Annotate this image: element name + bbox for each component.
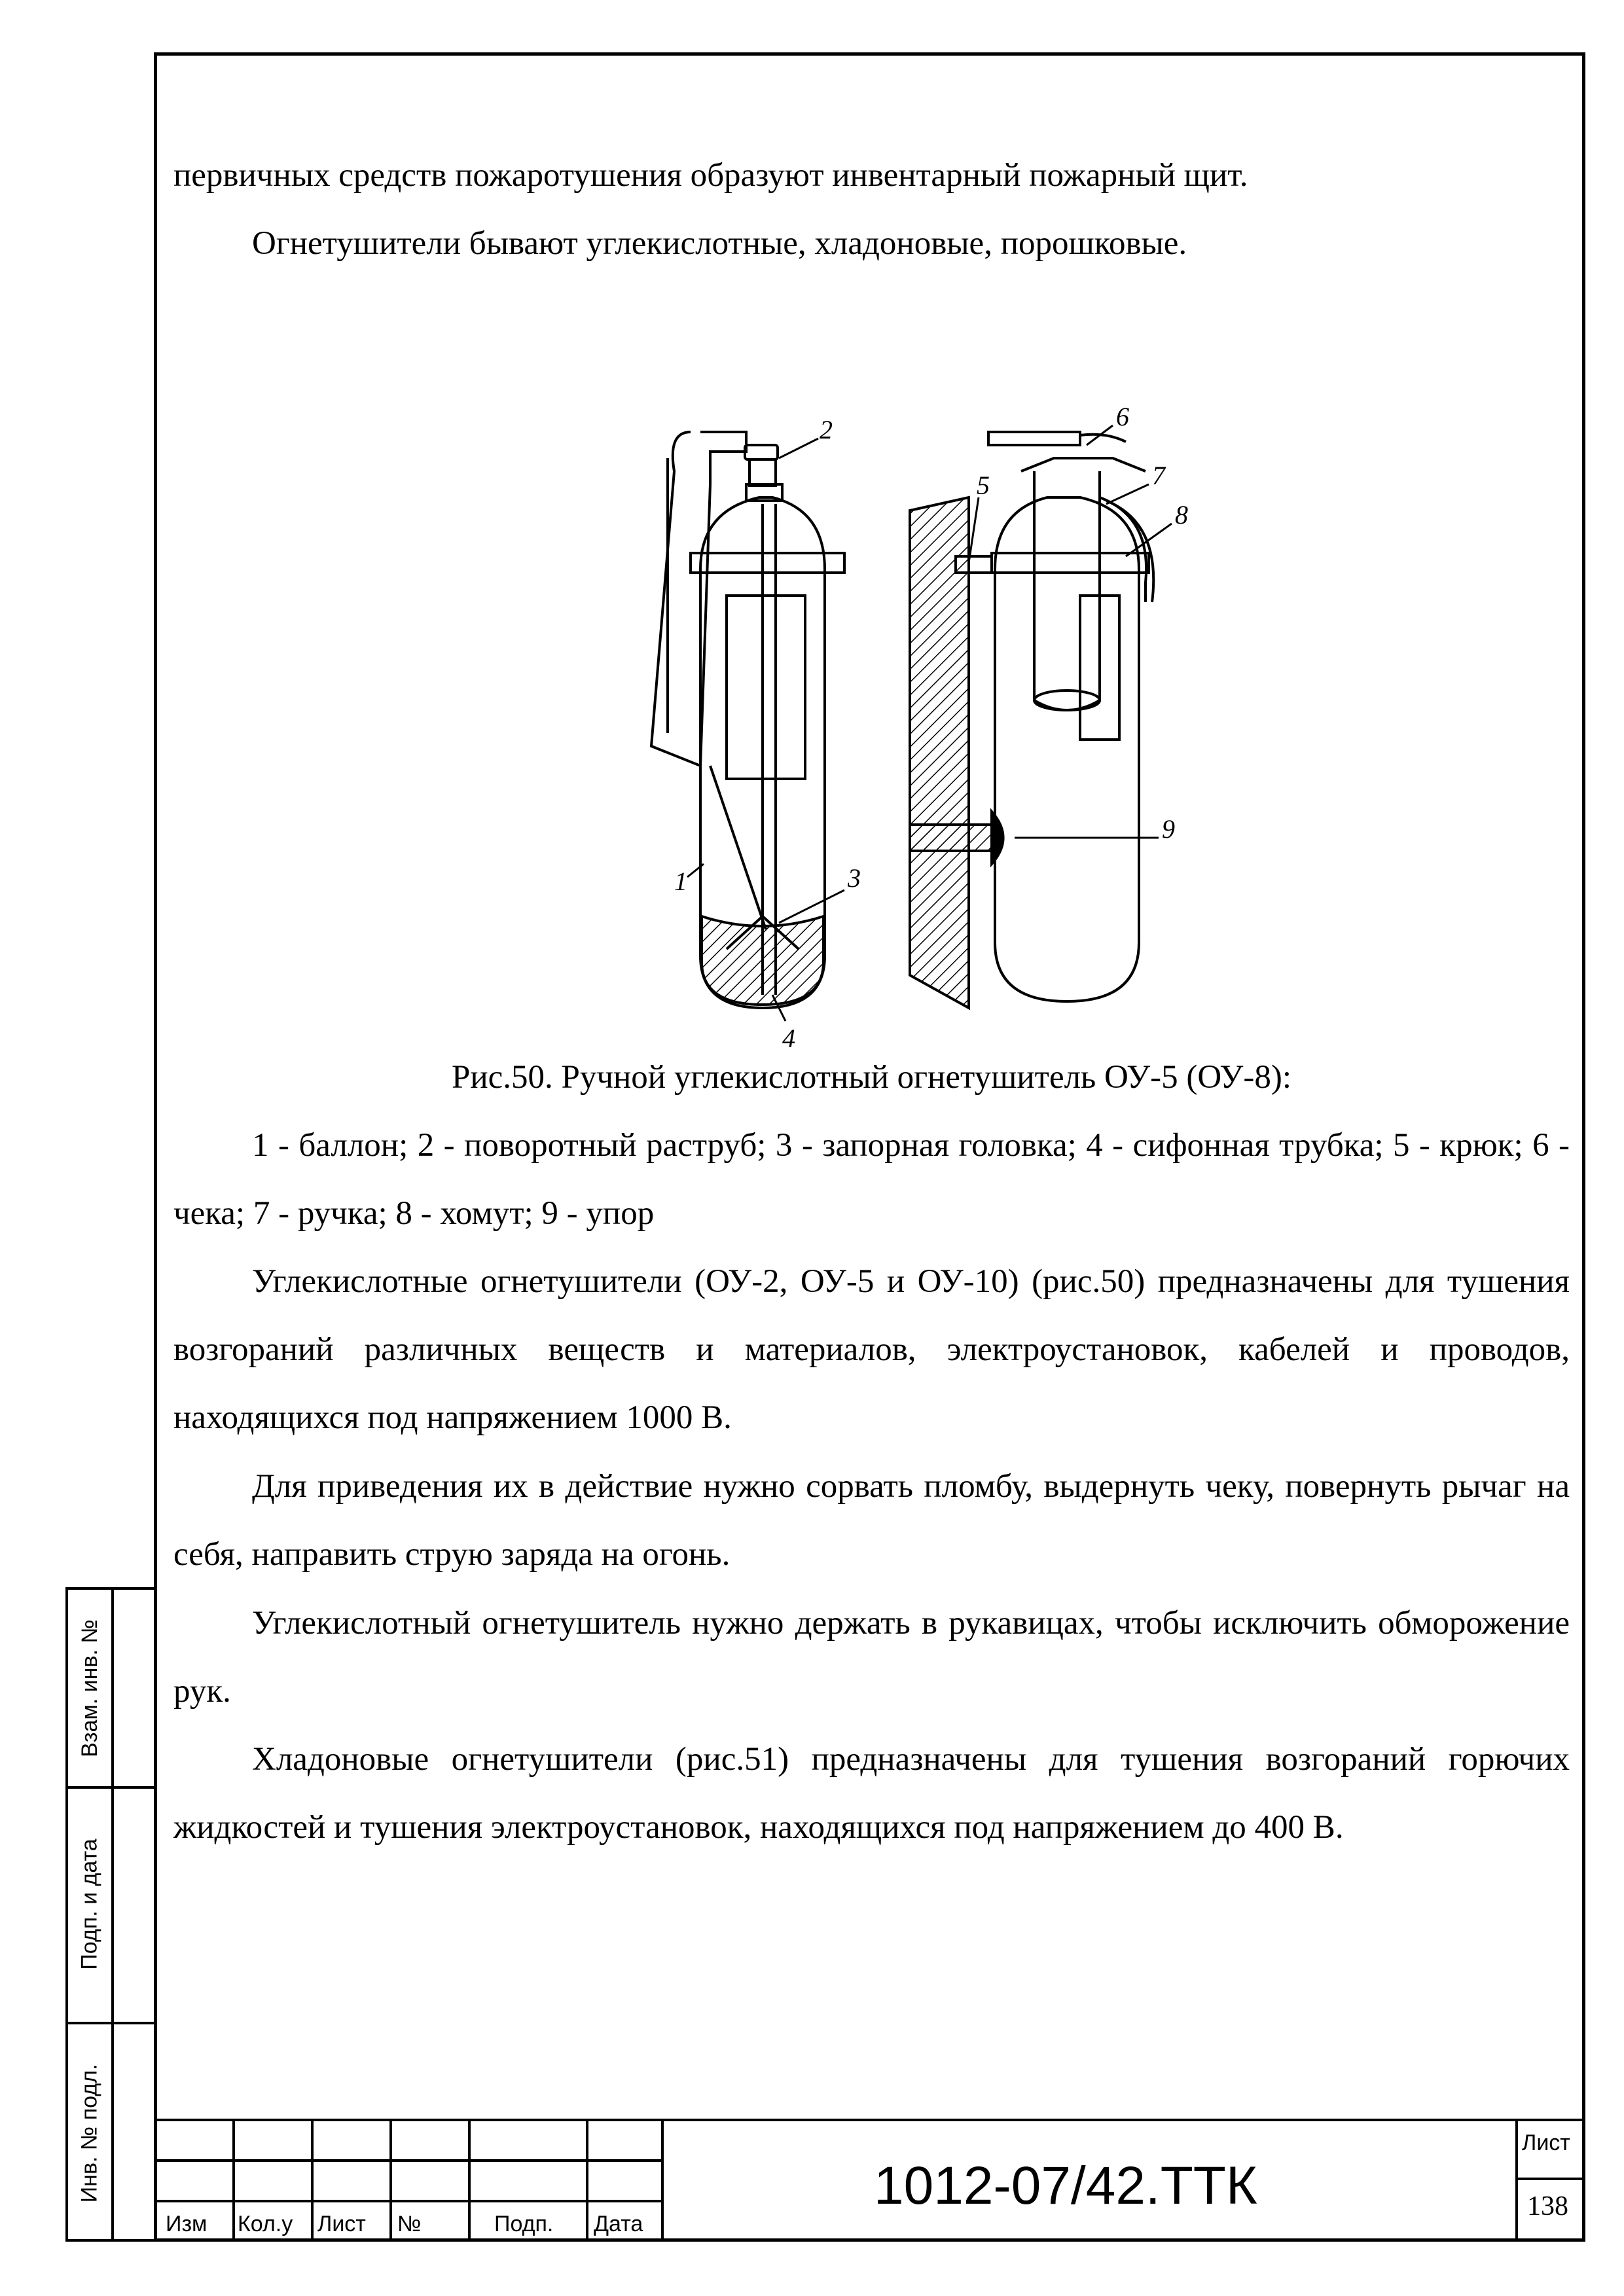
figure-label-2: 2 — [820, 415, 833, 444]
inner-tube-left — [727, 596, 805, 779]
col-kolu: Кол.у — [238, 2212, 293, 2236]
col-data: Дата — [594, 2212, 643, 2236]
sheet-number: 138 — [1527, 2191, 1568, 2221]
stamp-field-sign-date: Подп. и дата — [77, 1838, 102, 1970]
figure-label-6: 6 — [1116, 402, 1129, 431]
paragraph-1: Углекислотные огнетушители (ОУ-2, ОУ-5 и ОУ-10) (рис.50) предназначены для тушения возгораний различных веществ и материалов, электроустановок, кабелей и проводов, находящихся под напряжением 1000 В. — [173, 1263, 1570, 1436]
paragraph-2: Для приведения их в действие нужно сорвать пломбу, выдернуть чеку, повернуть рычаг на себя, направить струю заряда на огонь. — [173, 1468, 1570, 1573]
figure-legend: 1 - баллон; 2 - поворотный раструб; 3 - запорная головка; 4 - сифонная трубка; 5 - крюк; 6 - чека; 7 - ручка; 8 - хомут; 9 - упор — [173, 1127, 1570, 1232]
figure-caption: Рис.50. Ручной углекислотный огнетушитель ОУ-5 (ОУ-8): — [451, 1059, 1292, 1096]
figure-label-7: 7 — [1152, 461, 1165, 490]
stamp-field-orig-inv: Инв. № подл. — [77, 2064, 102, 2202]
figure-label-5: 5 — [977, 471, 990, 500]
stamp-field-replace-inv: Взам. инв. № — [77, 1619, 102, 1757]
text-line-1: первичных средств пожаротушения образуют инвентарный пожарный щит. — [173, 157, 1248, 194]
sheet-label: Лист — [1522, 2130, 1570, 2155]
col-izm: Изм — [166, 2212, 208, 2236]
paragraph-3: Углекислотный огнетушитель нужно держать в рукавицах, чтобы исключить обморожение рук. — [173, 1605, 1570, 1710]
clamp-left — [691, 553, 844, 573]
document-code: 1012-07/42.ТТК — [874, 2156, 1257, 2215]
figure-label-9: 9 — [1162, 814, 1175, 844]
text-line-2: Огнетушители бывают углекислотные, хладоновые, порошковые. — [252, 225, 1187, 262]
col-num: № — [397, 2212, 422, 2236]
extinguisher-figure — [628, 402, 1191, 1053]
figure-label-3: 3 — [848, 863, 861, 893]
col-list: Лист — [317, 2212, 366, 2236]
paragraph-4: Хладоновые огнетушители (рис.51) предназначены для тушения возгораний горючих жидкостей и тушения электроустановок, находящихся под напряжением до 400 В. — [173, 1741, 1570, 1846]
figure-label-1: 1 — [674, 867, 687, 896]
title-block — [154, 2119, 1585, 2242]
figure-label-8: 8 — [1175, 500, 1188, 529]
clamp-right — [992, 553, 1149, 573]
margin-stamp — [65, 1587, 157, 2242]
figure-label-4: 4 — [782, 1024, 795, 1053]
col-podp: Подп. — [494, 2212, 554, 2236]
